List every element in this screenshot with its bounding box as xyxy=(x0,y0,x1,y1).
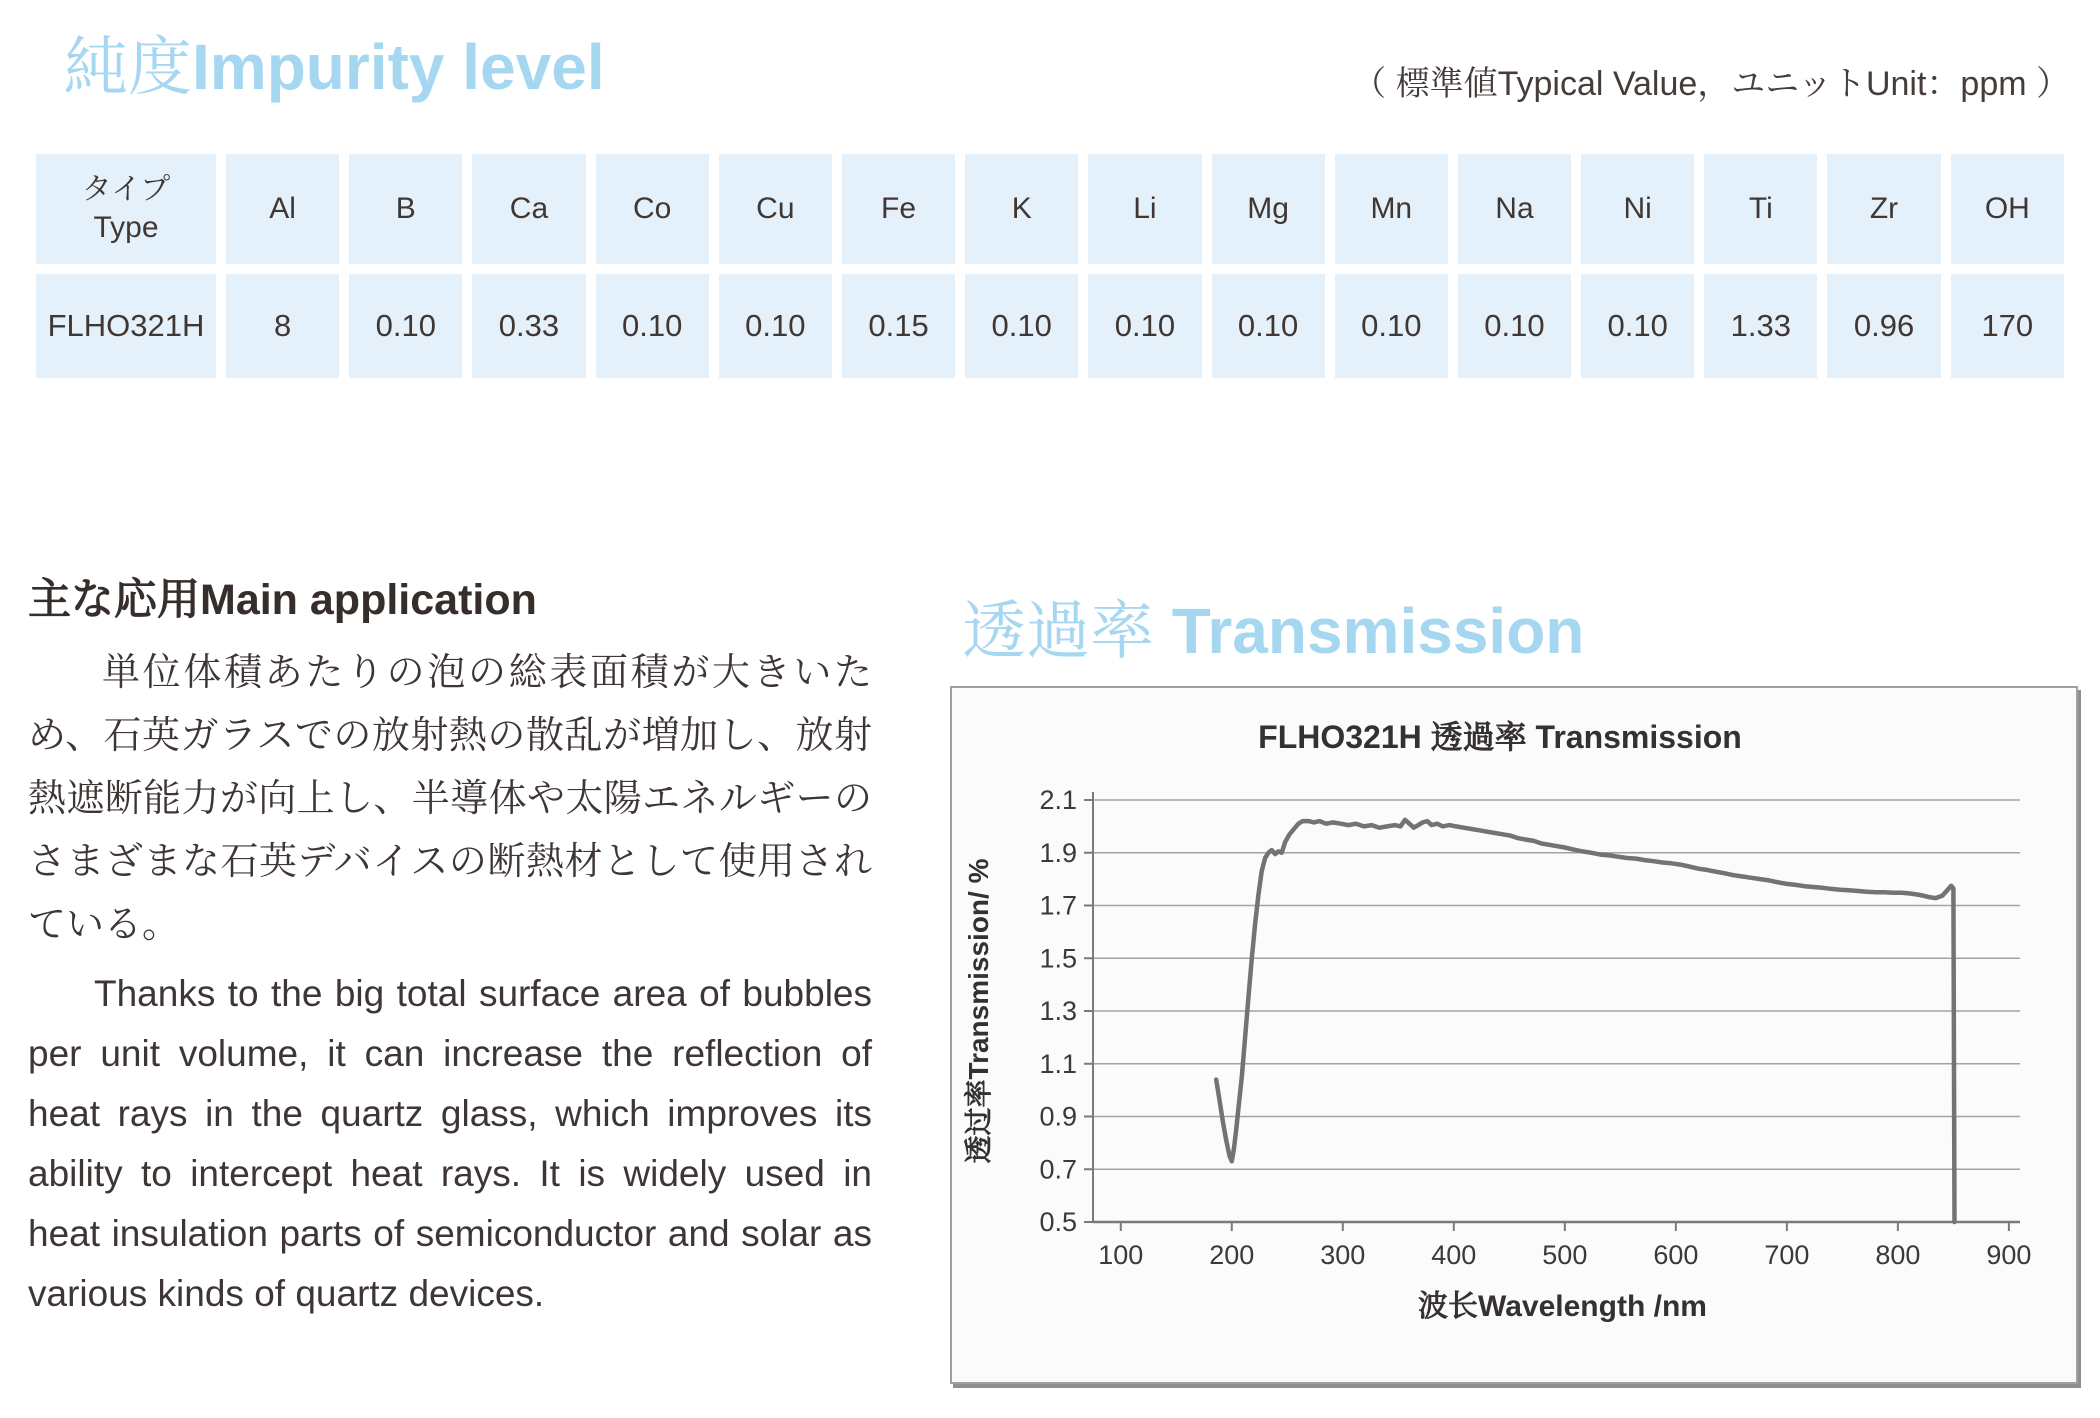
application-paragraph-en: Thanks to the big total surface area of bubbles per unit volume, it can increase the reflection of heat rays in the quartz glass, which improves its ability to intercept heat rays. It is widely used in heat insulation parts of semiconductor and solar as various kinds of quartz devices. xyxy=(28,973,872,1314)
x-tick-label: 500 xyxy=(1542,1240,1588,1270)
table-header-co: Co xyxy=(596,154,709,264)
table-header-ca: Ca xyxy=(472,154,585,264)
typical-value-note: （ 標準値Typical Value，ユニットUnit：ppm ） xyxy=(1352,65,2070,103)
table-cell-b: 0.10 xyxy=(349,274,462,378)
table-cell-oh: 170 xyxy=(1951,274,2064,378)
table-row xyxy=(36,274,2064,378)
type-header-en: Type xyxy=(93,211,159,244)
transmission-chart xyxy=(952,688,2076,1382)
y-tick-label: 1.7 xyxy=(1039,890,1077,921)
x-tick-label: 700 xyxy=(1764,1240,1810,1270)
table-cell-na: 0.10 xyxy=(1458,274,1571,378)
table-header-ti: Ti xyxy=(1704,154,1817,264)
table-cell-ni: 0.10 xyxy=(1581,274,1694,378)
table-header-al: Al xyxy=(226,154,339,264)
table-cell-li: 0.10 xyxy=(1088,274,1201,378)
x-axis-label: 波长Wavelength /nm xyxy=(1418,1290,1707,1323)
table-header-k: K xyxy=(965,154,1078,264)
table-header-mn: Mn xyxy=(1335,154,1448,264)
x-tick-label: 300 xyxy=(1320,1240,1366,1270)
page-title-jp: 純度 xyxy=(64,32,192,103)
table-header-type xyxy=(36,154,216,264)
table-header-row xyxy=(36,154,2064,264)
transmission-heading xyxy=(962,595,1585,667)
table-cell-ca: 0.33 xyxy=(472,274,585,378)
page-title-en: Impurity level xyxy=(192,31,605,103)
table-cell-mg: 0.10 xyxy=(1212,274,1325,378)
y-tick-label: 0.5 xyxy=(1039,1207,1077,1237)
x-tick-label: 100 xyxy=(1098,1240,1144,1270)
table-cell-cu: 0.10 xyxy=(719,274,832,378)
y-tick-label: 0.9 xyxy=(1039,1101,1077,1132)
table-header-na: Na xyxy=(1458,154,1571,264)
table-cell-co: 0.10 xyxy=(596,274,709,378)
y-tick-label: 0.7 xyxy=(1039,1154,1077,1185)
table-cell-zr: 0.96 xyxy=(1827,274,1940,378)
x-tick-label: 400 xyxy=(1431,1240,1477,1270)
x-tick-label: 200 xyxy=(1209,1240,1255,1270)
transmission-heading-jp: 透過率 xyxy=(962,596,1154,667)
table-cell-ti: 1.33 xyxy=(1704,274,1817,378)
x-tick-label: 900 xyxy=(1986,1240,2032,1270)
main-application-heading-jp: 主な応用 xyxy=(28,576,200,624)
table-cell-fe: 0.15 xyxy=(842,274,955,378)
table-cell-mn: 0.10 xyxy=(1335,274,1448,378)
y-tick-label: 1.9 xyxy=(1039,837,1077,868)
transmission-curve xyxy=(1216,820,1954,1222)
impurity-table xyxy=(26,144,2074,388)
y-tick-label: 2.1 xyxy=(1039,785,1077,815)
transmission-heading-en: Transmission xyxy=(1154,595,1585,667)
application-paragraph-jp: 単位体積あたりの泡の総表面積が大きいため、石英ガラスでの放射熱の散乱が増加し、放射熱遮断能力が向上し、半導体や太陽エネルギーのさまざまな石英デバイスの断熱材として使用されている。 xyxy=(28,652,872,946)
y-tick-label: 1.3 xyxy=(1039,996,1077,1026)
table-cell-type: FLHO321H xyxy=(36,274,216,378)
x-tick-label: 800 xyxy=(1875,1240,1921,1270)
main-application-heading xyxy=(28,566,537,627)
table-cell-k: 0.10 xyxy=(965,274,1078,378)
table-header-b: B xyxy=(349,154,462,264)
table-header-fe: Fe xyxy=(842,154,955,264)
table-header-oh: OH xyxy=(1951,154,2064,264)
y-tick-label: 1.5 xyxy=(1039,943,1077,974)
table-header-cu: Cu xyxy=(719,154,832,264)
y-axis-label: 透过率Transmission/ % xyxy=(963,858,994,1164)
y-tick-label: 1.1 xyxy=(1039,1048,1077,1079)
table-header-mg: Mg xyxy=(1212,154,1325,264)
type-header-jp: タイプ xyxy=(81,173,171,206)
table-header-zr: Zr xyxy=(1827,154,1940,264)
chart-title: FLHO321H 透過率 Transmission xyxy=(1258,719,1742,755)
x-tick-label: 600 xyxy=(1653,1240,1699,1270)
main-application-heading-en: Main application xyxy=(200,576,537,624)
table-header-li: Li xyxy=(1088,154,1201,264)
transmission-chart-frame xyxy=(950,686,2078,1384)
page-title xyxy=(64,31,605,103)
table-header-ni: Ni xyxy=(1581,154,1694,264)
table-cell-al: 8 xyxy=(226,274,339,378)
